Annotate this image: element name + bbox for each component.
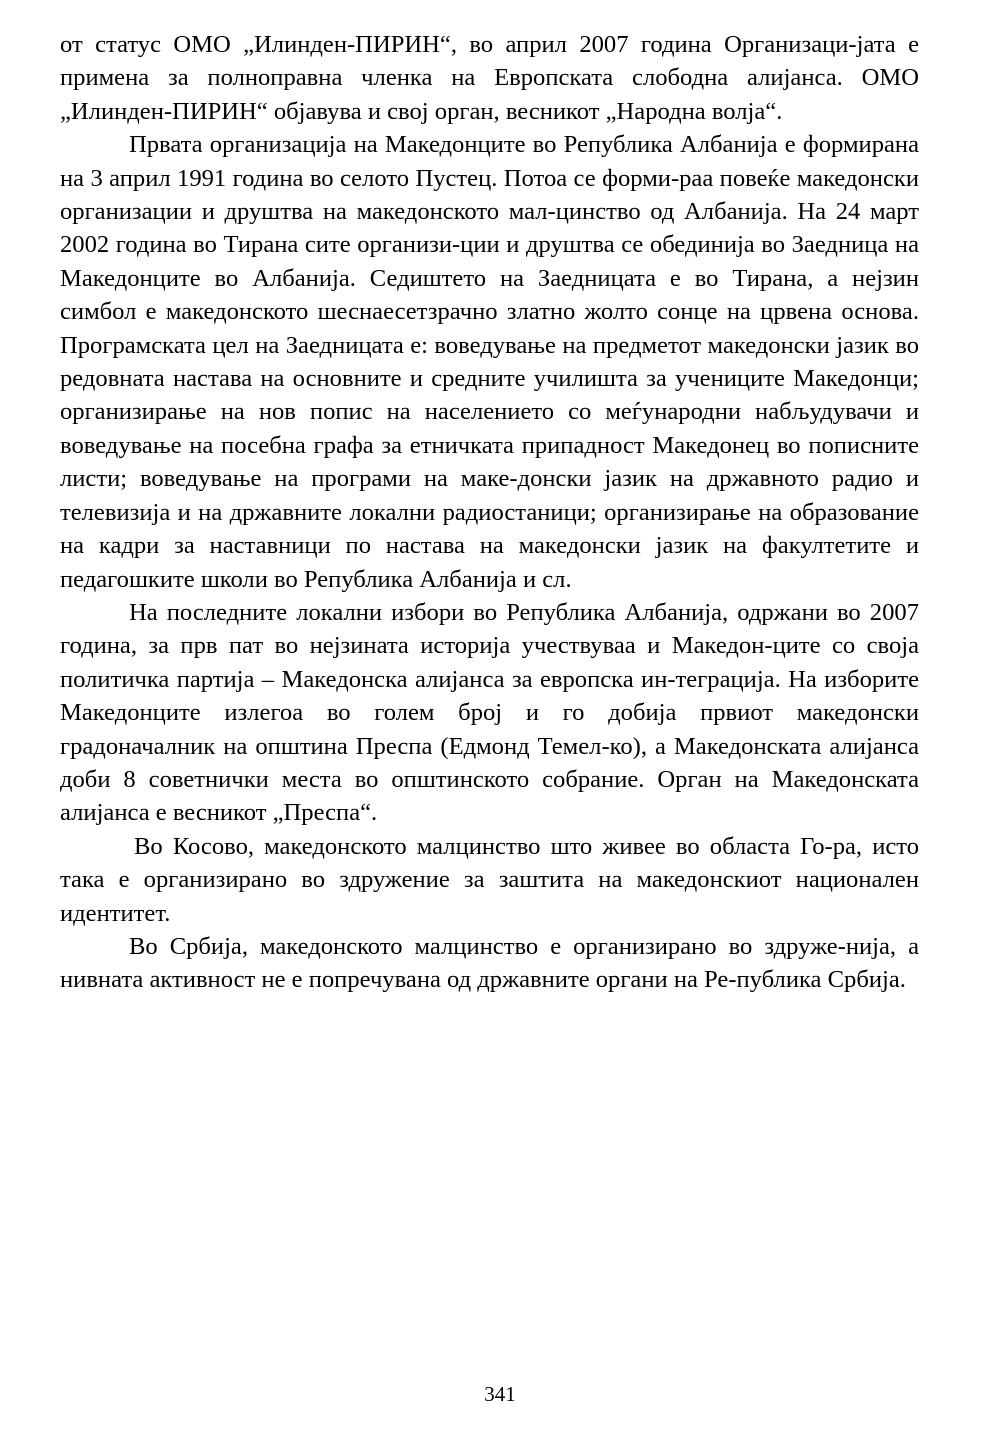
- paragraph-albania-organization: Првата организација на Македонците во Република Албанија е формирана на 3 април 1991 година во селото Пустец. Потоа се форми-раа повеќе македонски организации и друштва на македонското мал-цинство од Албанија. На 24 март 2002 година во Тирана сите организи-ции и друштва се обединија во Заедница на Македонците во Албанија. Седиштето на Заедницата е во Тирана, а нејзин симбол е македонското шеснаесетзрачно златно жолто сонце на црвена основа. Програмската цел на Заедницата е: воведување на предметот македонски јазик во редовната настава на основните и средните училишта за учениците Македонци; организирање на нов попис на населението со меѓународни набљудувачи и воведување на посебна графа за етничката припадност Македонец во пописните листи; воведување на програми на маке-донски јазик на државното радио и телевизија и на државните локални радиостаници; организирање на образование на кадри за наставници по настава на македонски јазик на факултетите и педагошките школи во Република Албанија и сл.: [60, 131, 919, 593]
- page-body: [60, 28, 919, 997]
- paragraph-local-elections: На последните локални избори во Република Албанија, одржани во 2007 година, за прв пат во нејзината историја учествуваа и Македон-ците со своја политичка партија – Македонска алијанса за европска ин-теграција. На изборите Македонците излегоа во голем број и го добија првиот македонски градоначалник на општина Преспа (Едмонд Темел-ко), а Македонската алијанса доби 8 советнички места во општинското собрание. Орган на Македонската алијанса е весникот „Преспа“.: [60, 598, 919, 827]
- paragraph-continued: от статус ОМО „Илинден-ПИРИН“, во април 2007 година Организаци-јата е примена за полноправна членка на Европската слободна алијанса. ОМО „Илинден-ПИРИН“ објавува и свој орган, весникот „Народна волја“.: [60, 31, 919, 125]
- page-number: 341: [484, 1382, 516, 1406]
- paragraph-serbia: Во Србија, македонското малцинство е организирано во здруже-нија, а нивната активност не е попречувана од државните органи на Ре-публика Србија.: [60, 932, 919, 994]
- paragraph-kosovo: Во Косово, македонското малцинство што живее во областа Го-ра, исто така е организирано во здружение за заштита на македонскиот национален идентитет.: [60, 832, 919, 927]
